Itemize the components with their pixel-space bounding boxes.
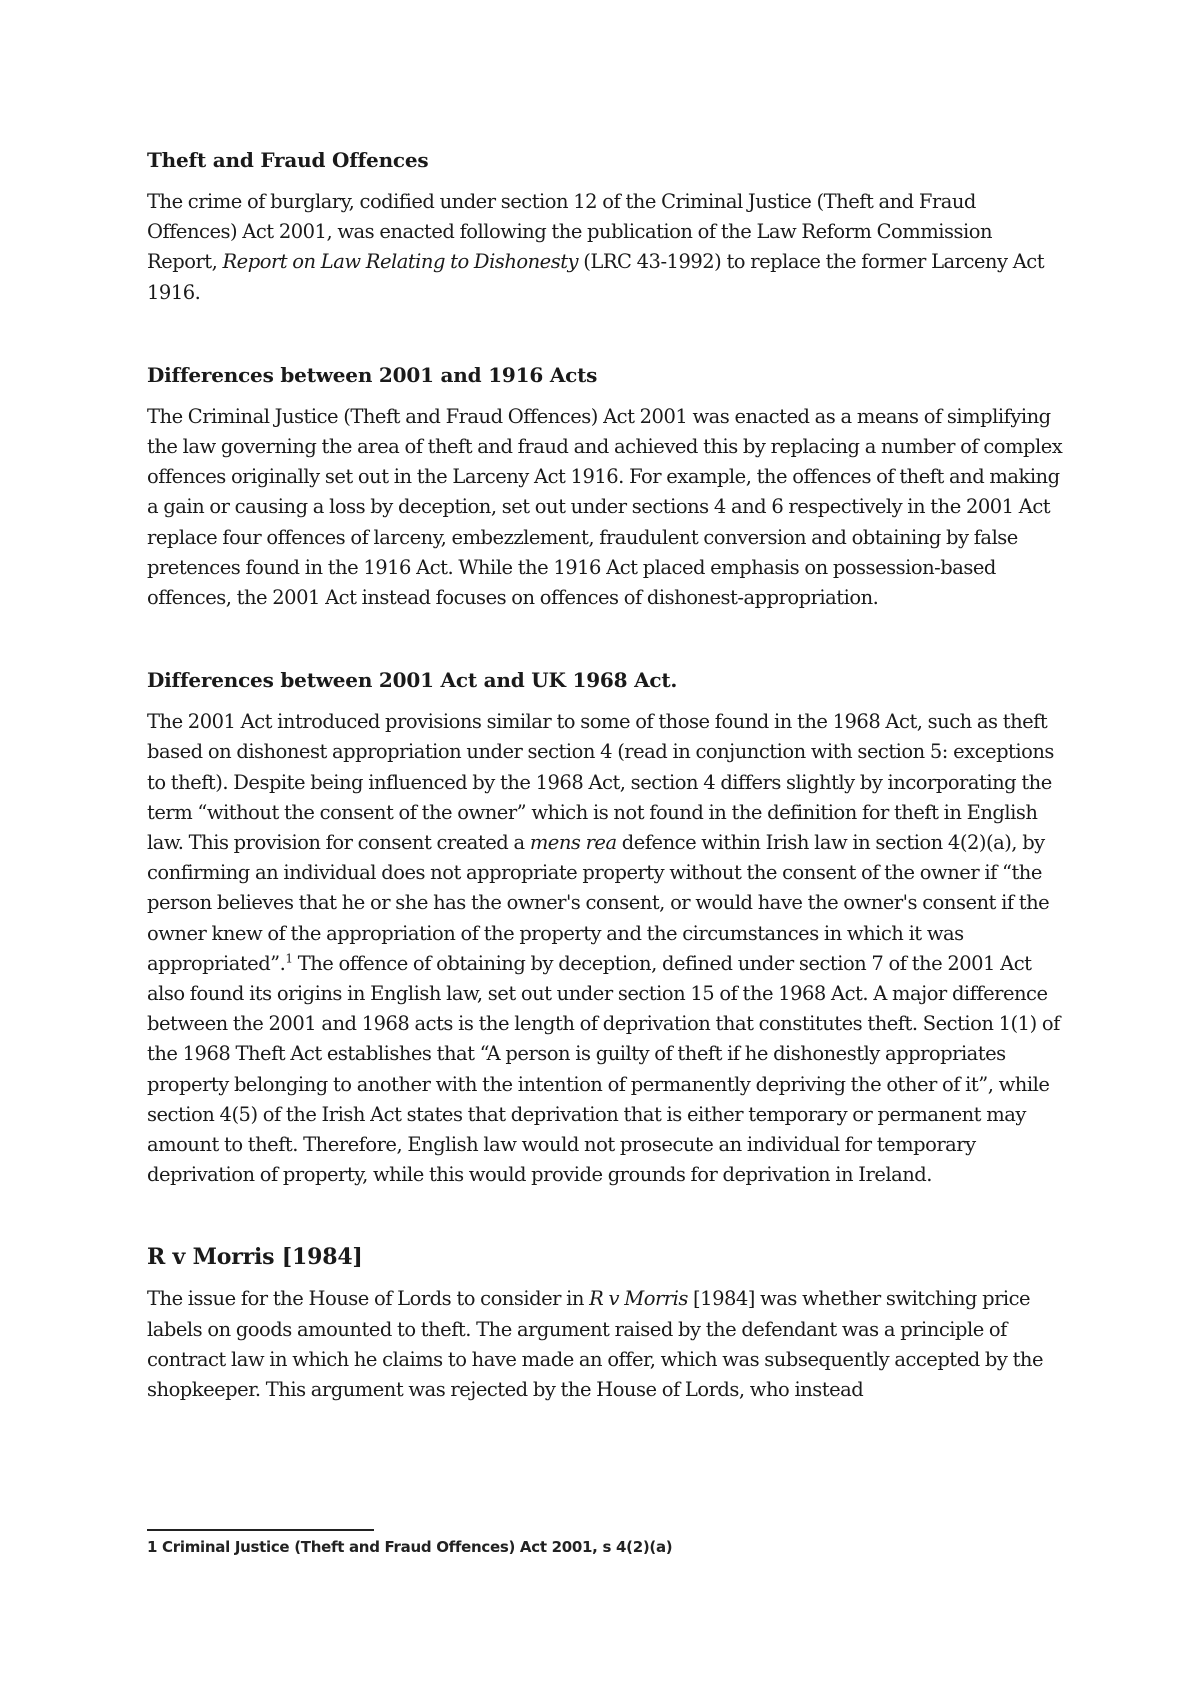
footnote-text: 1 Criminal Justice (Theft and Fraud Offences) Act 2001, s 4(2)(a) [147,1538,673,1556]
paragraph-text: The offence of obtaining by deception, defined under section 7 of the 2001 Act also found its origins in English law, set out under section 15 of the 1968 Act. A major difference between the 2001 and 1968 acts is the length of deprivation that constitutes theft. Section 1(1) of the 1968 Theft Act establishes that “A person is guilty of theft if he dishonestly appropriates property belonging to another with the intention of permanently depriving the other of it”, while section 4(5) of the Irish Act states that deprivation that is either temporary or permanent may amount to theft. Therefore, English law would not prosecute an individual for temporary deprivation of property, while this would provide grounds for deprivation in Ireland. [147,951,1060,1187]
section-heading-2001-uk-1968: Differences between 2001 Act and UK 1968 Act. [147,668,678,693]
section-heading-2001-1916: Differences between 2001 and 1916 Acts [147,362,598,387]
paragraph-text: (LRC 43-1992) to replace the former Larceny Act 1916. [147,250,1045,304]
paragraph-2001-1916: The Criminal Justice (Theft and Fraud Offences) Act 2001 was enacted as a means of simplifying the law governing the area of theft and fraud and achieved this by replacing a number of complex offences originally set out in the Larceny Act 1916. For example, the offences of theft and making a gain or causing a loss by deception, set out under sections 4 and 6 respectively in the 2001 Act replace four offences of larceny, embezzlement, fraudulent conversion and obtaining by false pretences found in the 1916 Act. While the 1916 Act placed emphasis on possession-based offences, the 2001 Act instead focuses on offences of dishonest-appropriation. [147,404,1063,610]
spacer [147,308,1067,360]
mens-rea-italic: mens rea [529,831,617,855]
case-name-italic: R v Morris [589,1287,688,1311]
paragraph-text: The issue for the House of Lords to consider in [147,1287,590,1311]
document-page [147,145,1067,1405]
paragraph-text: defence within Irish law in section 4(2)(a), by confirming an individual does not appropriate property without the consent of the owner if “the person believes that he or she has the owner's consent, or would have the owner's consent if the owner knew of the appropriation of the property and the circumstances in which it was appropriated”. [147,831,1050,975]
paragraph-2001-uk-1968 [147,707,1067,1190]
spacer [147,1190,1067,1242]
footnote-reference[interactable]: 1 [285,951,293,966]
section-heading-r-v-morris: R v Morris [1984] [147,1244,363,1271]
paragraph-burglary [147,187,1067,308]
paragraph-r-v-morris [147,1284,1067,1405]
footnote-separator [147,1529,374,1531]
section-heading-theft-fraud: Theft and Fraud Offences [147,148,429,172]
paragraph-text: The 2001 Act introduced provisions similar to some of those found in the 1968 Act, such as theft based on dishonest appropriation under section 4 (read in conjunction with section 5: exceptions to theft). Despite being influenced by the 1968 Act, section 4 differs slightly by incorporating the term “without the consent of the owner” which is not found in the definition for theft in English law. This provision for consent created a [147,710,1054,855]
spacer [147,613,1067,665]
paragraph-text: The crime of burglary, codified under section 12 of the Criminal Justice (Theft and Fraud Offences) Act 2001, was enacted following the publication of the Law Reform Commission Report, [147,190,993,274]
report-title-italic: Report on Law Relating to Dishonesty [222,250,579,274]
paragraph-text: [1984] was whether switching price labels on goods amounted to theft. The argument raised by the defendant was a principle of contract law in which he claims to have made an offer, which was subsequently accepted by the shopkeeper. This argument was rejected by the House of Lords, who instead [147,1287,1044,1402]
